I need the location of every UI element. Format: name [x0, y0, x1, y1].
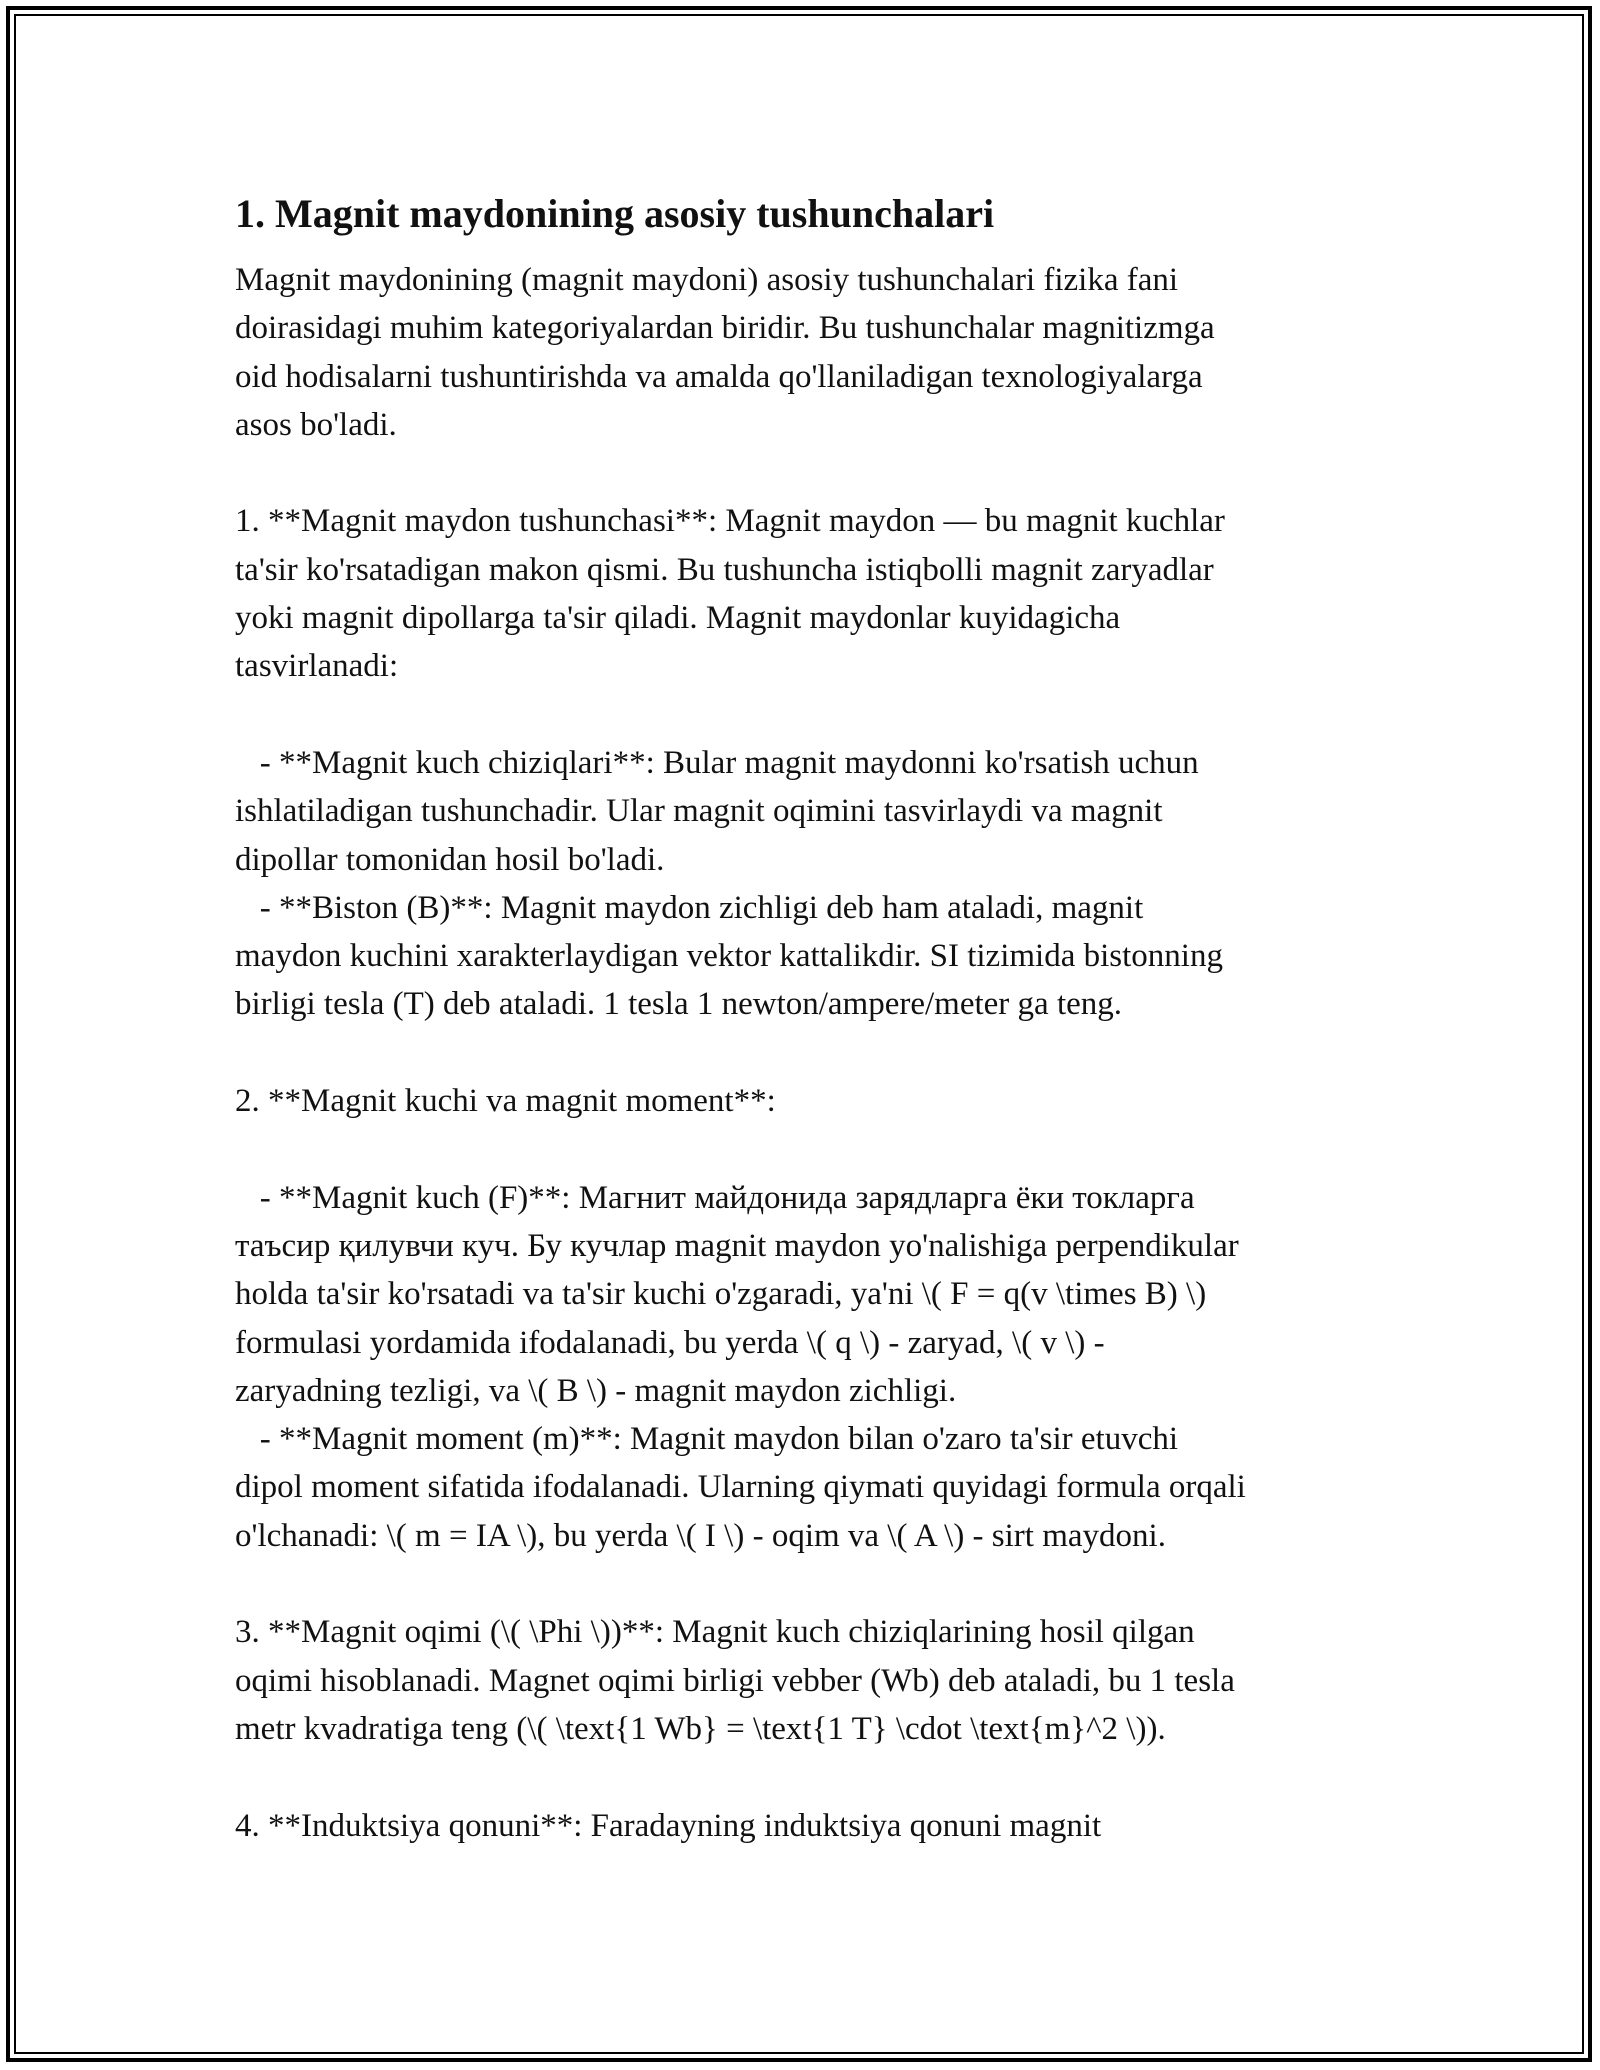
- document-content: [235, 190, 1365, 1850]
- document-body-text: Magnit maydonining (magnit maydoni) asosiy tushunchalari fizika fani doirasidagi muhim kategoriyalardan biridir. Bu tushunchalar magnitizmga oid hodisalarni tushuntirishda va amalda qo'llaniladigan texnologiyalarga asos bo'ladi. 1. **Magnit maydon tushunchasi**: Magnit maydon — bu magnit kuchlar ta'sir ko'rsatadigan makon qismi. Bu tushuncha istiqbolli magnit zaryadlar yoki magnit dipollarga ta'sir qiladi. Magnit maydonlar kuyidagicha tasvirlanadi: - **Magnit kuch chiziqlari**: Bular magnit maydonni ko'rsatish uchun ishlatiladigan tushunchadir. Ular magnit oqimini tasvirlaydi va magnit dipollar tomonidan hosil bo'ladi. - **Biston (B)**: Magnit maydon zichligi deb ham ataladi, magnit maydon kuchini xarakterlaydigan vektor kattalikdir. SI tizimida bistonning birligi tesla (T) deb ataladi. 1 tesla 1 newton/ampere/meter ga teng. 2. **Magnit kuchi va magnit moment**: - **Magnit kuch (F)**: Магнит майдонида зарядларга ёки токларга таъсир қилувчи куч. Бу кучлар magnit maydon yo'nalishiga perpendikular holda ta'sir ko'rsatadi va ta'sir kuchi o'zgaradi, ya'ni \( F = q(v \times B) \) formulasi yordamida ifodalanadi, bu yerda \( q \) - zaryad, \( v \) - zaryadning tezligi, va \( B \) - magnit maydon zichligi. - **Magnit moment (m)**: Magnit maydon bilan o'zaro ta'sir etuvchi dipol moment sifatida ifodalanadi. Ularning qiymati quyidagi formula orqali o'lchanadi: \( m = IA \), bu yerda \( I \) - oqim va \( A \) - sirt maydoni. 3. **Magnit oqimi (\( \Phi \))**: Magnit kuch chiziqlarining hosil qilgan oqimi hisoblanadi. Magnet oqimi birligi vebber (Wb) deb ataladi, bu 1 tesla metr kvadratiga teng (\( \text{1 Wb} = \text{1 T} \cdot \text{m}^2 \)). 4. **Induktsiya qonuni**: Faradayning induktsiya qonuni magnit: [235, 262, 1246, 1844]
- document-title: 1. Magnit maydonining asosiy tushunchalari: [235, 191, 995, 236]
